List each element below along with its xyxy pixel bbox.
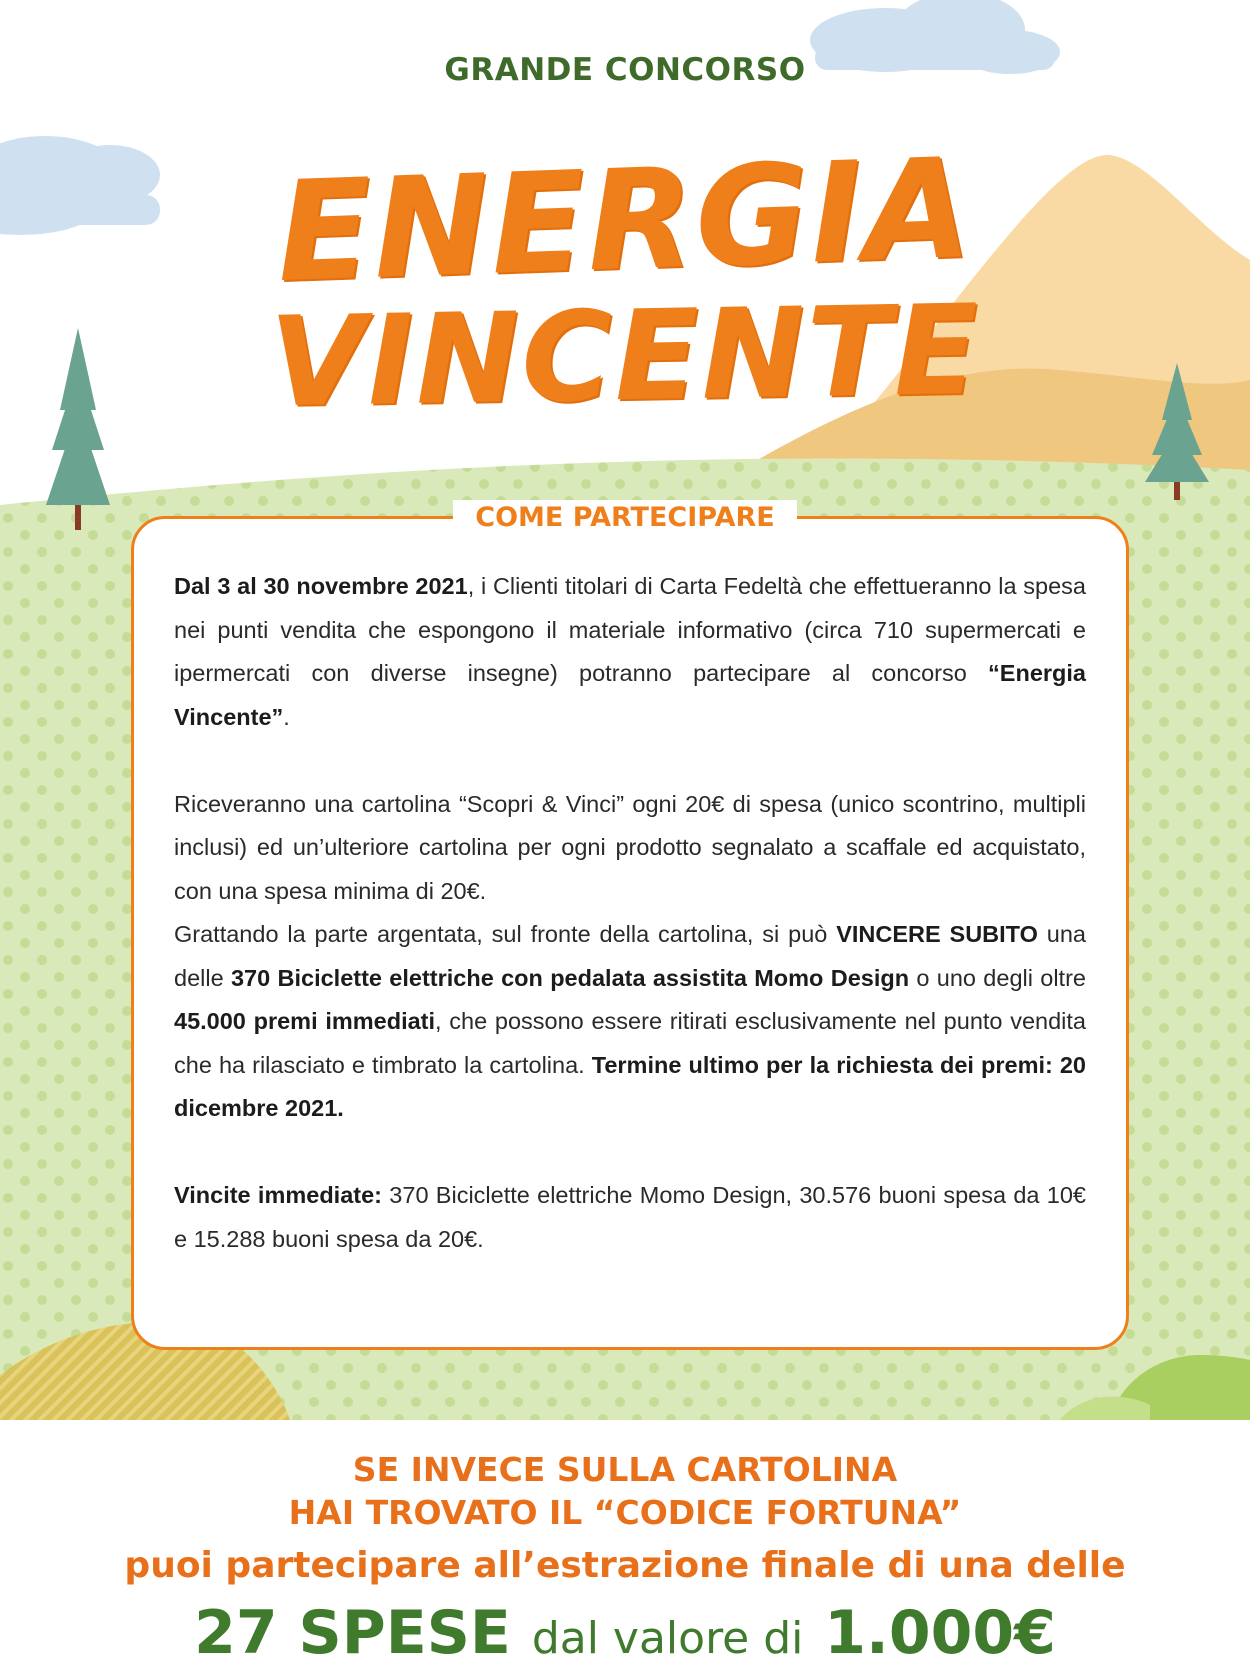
contest-kicker: GRANDE CONCORSO xyxy=(444,52,806,88)
brand-title-line1: ENERGIA xyxy=(274,127,976,314)
prizes-bold-2: 370 Biciclette elettriche con pedalata assistita Momo Design xyxy=(230,964,910,991)
paragraph-prizes xyxy=(174,913,1086,1131)
intro-text: , i Clienti titolari di Carta Fedeltà che effettueranno la spesa nei punti vendita che espongono il materiale informativo (circa 710 supermercati e ipermercati con diverse insegne) potranno partecipare al concorso xyxy=(174,573,1086,686)
spacer xyxy=(174,739,1086,783)
prizes-text-1: Grattando la parte argentata, sul fronte della cartolina, si può xyxy=(174,921,837,947)
banner-line-2: HAI TROVATO IL “CODICE FORTUNA” xyxy=(288,1493,962,1532)
prizes-text-4: , che possono essere ritirati esclusivamente nel punto vendita che ha rilasciato e timbrato la cartolina. xyxy=(174,1008,1086,1078)
card-heading-text: COME PARTECIPARE xyxy=(453,500,796,536)
bottom-banner xyxy=(0,1420,1250,1675)
prizes-bold-3: 45.000 premi immediati xyxy=(174,1008,436,1034)
instant-wins-text: 370 Biciclette elettriche Momo Design, 30.576 buoni spesa da 10€ e 15.288 buoni spesa da 20€. xyxy=(174,1182,1086,1252)
intro-end: . xyxy=(283,703,290,730)
prize-value-label: dal valore di xyxy=(531,1613,804,1664)
dates-text: Dal 3 al 30 novembre 2021 xyxy=(174,573,468,599)
prizes-text-3: o uno degli oltre xyxy=(909,964,1086,991)
contest-name-text: “Energia Vincente” xyxy=(174,660,1086,730)
prizes-text-2: una delle xyxy=(174,921,1086,991)
prize-count: 27 SPESE xyxy=(194,1598,511,1668)
instant-wins-label: Vincite immediate: xyxy=(174,1182,382,1208)
prize-value: 1.000€ xyxy=(824,1598,1056,1668)
brand-title-line2: VINCENTE xyxy=(268,278,982,436)
card-body xyxy=(174,565,1086,1261)
prizes-bold-4: Termine ultimo per la richiesta dei premi: 20 dicembre 2021. xyxy=(174,1051,1087,1121)
spacer xyxy=(174,1131,1086,1175)
paragraph-instant-wins xyxy=(174,1174,1086,1261)
paragraph-intro xyxy=(174,565,1086,739)
banner-line-3: puoi partecipare all’estrazione finale di una delle xyxy=(124,1545,1126,1586)
prizes-bold-1: VINCERE SUBITO xyxy=(836,921,1038,947)
banner-line-4 xyxy=(0,1598,1250,1668)
paragraph-cards: Riceveranno una cartolina “Scopri & Vinci” ogni 20€ di spesa (unico scontrino, multipli inclusi) ed un’ulteriore cartolina per ogni prodotto segnalato a scaffale ed acquistato, con una spesa minima di 20€. xyxy=(174,790,1086,904)
banner-line-1: SE INVECE SULLA CARTOLINA xyxy=(352,1450,898,1489)
